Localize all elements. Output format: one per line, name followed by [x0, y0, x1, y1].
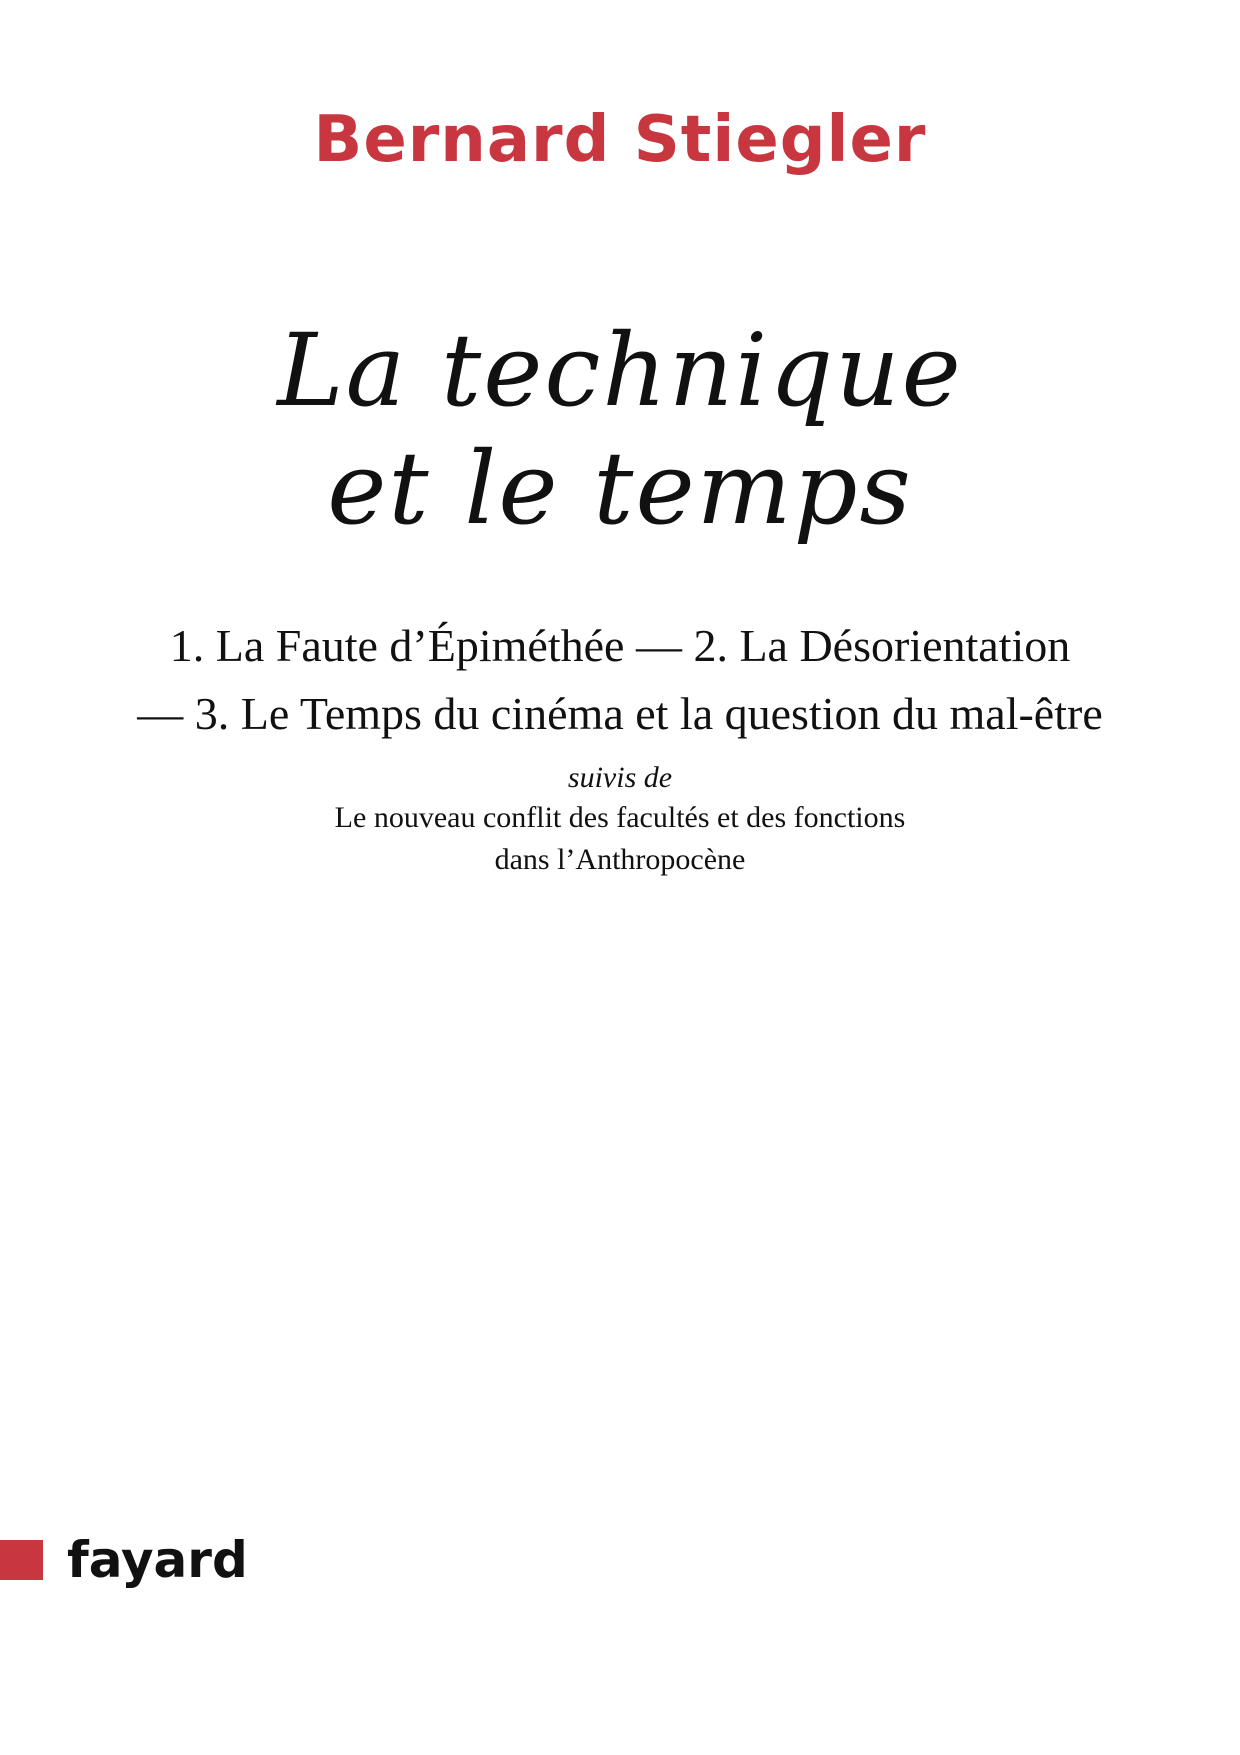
publisher-name: fayard [67, 1531, 248, 1589]
book-title-line-2: et le temps [327, 430, 913, 547]
book-title-line-1: La technique [277, 312, 963, 429]
book-title [0, 312, 1240, 548]
subtitle-line-2: dans l’Anthropocène [494, 843, 746, 876]
subtitle [0, 797, 1240, 881]
publisher-logo [0, 1530, 248, 1590]
author-name: Bernard Stiegler [313, 103, 927, 177]
followed-by-label: suivis de [567, 761, 673, 794]
publisher-red-square-icon [0, 1540, 43, 1580]
volume-line-2: — 3. Le Temps du cinéma et la question du mal-être [137, 688, 1103, 739]
volume-list [0, 612, 1240, 748]
volume-line-1: 1. La Faute d’Épiméthée — 2. La Désorientation [169, 620, 1071, 671]
subtitle-line-1: Le nouveau conflit des facultés et des fonctions [334, 801, 906, 834]
